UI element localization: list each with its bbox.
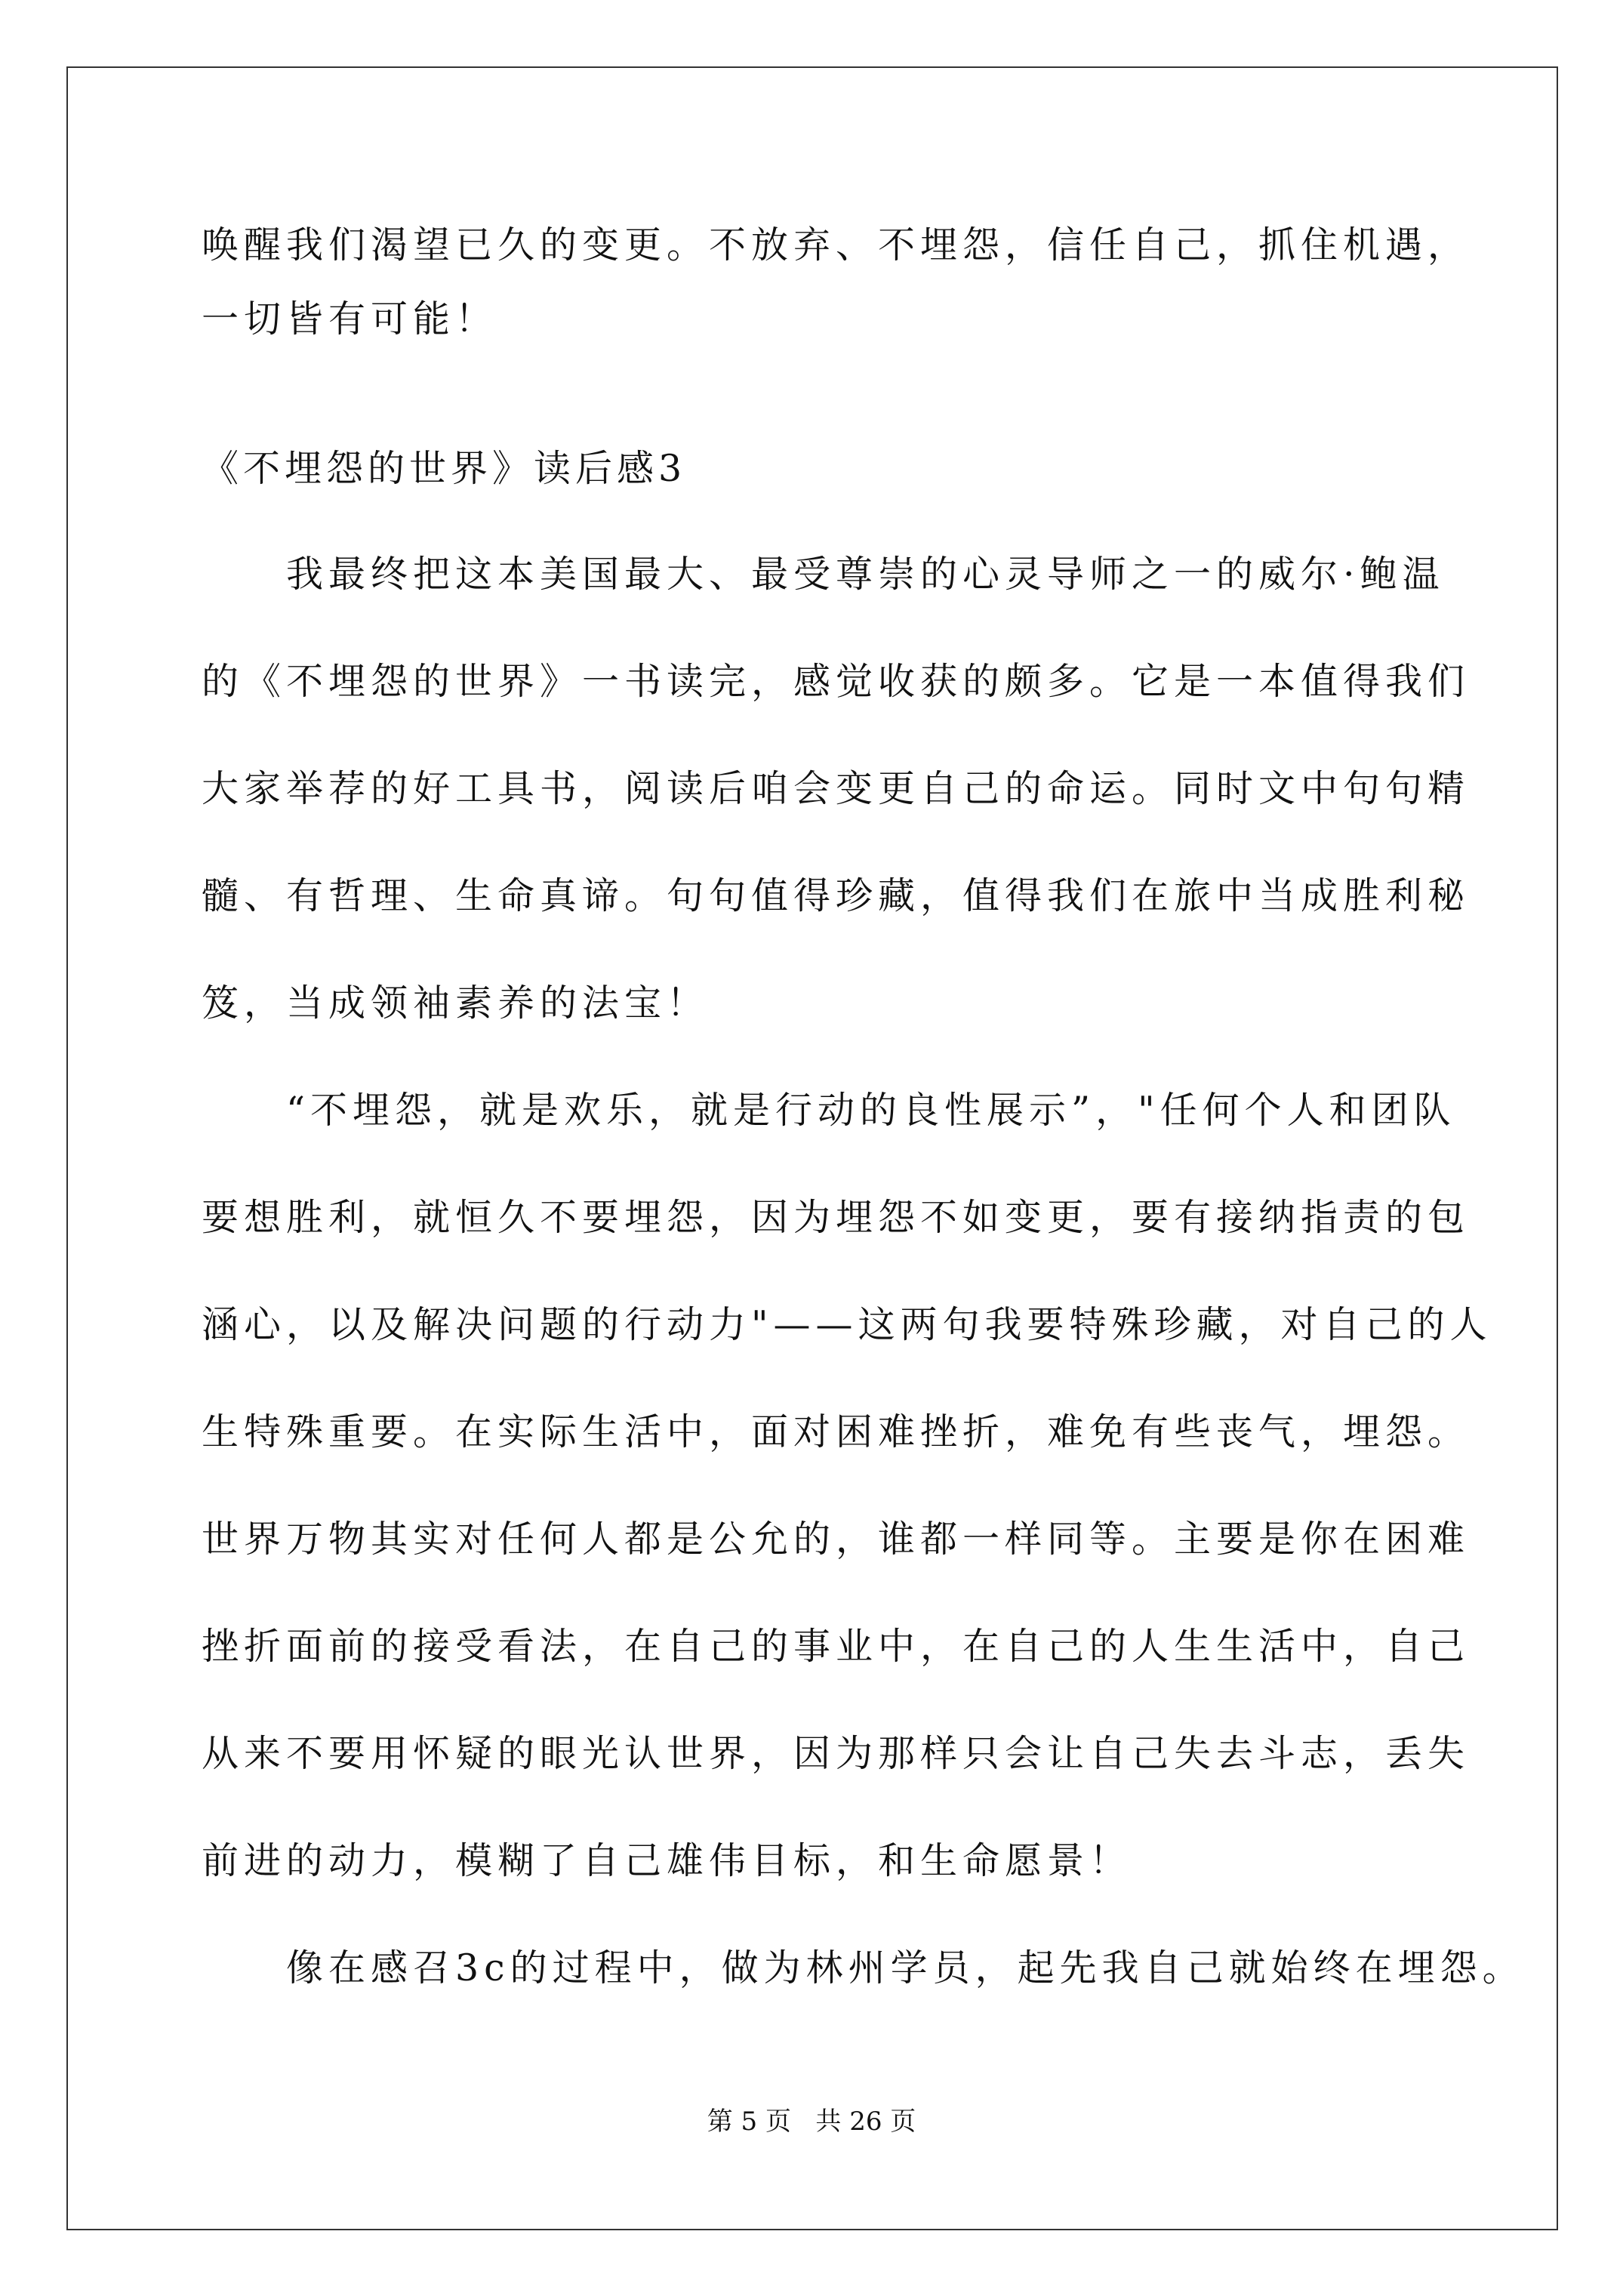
text-line: 笈，当成领袖素养的法宝！ <box>202 982 710 1025</box>
text-line: 像在感召3c的过程中，做为林州学员，起先我自己就始终在埋怨。 <box>202 1946 1525 1989</box>
text-line: 髓、有哲理、生命真谛。句句值得珍藏，值得我们在旅中当成胜利秘 <box>202 874 1471 917</box>
text-line: 我最终把这本美国最大、最受尊崇的心灵导师之一的威尔·鲍温 <box>202 553 1445 596</box>
text-line: 的《不埋怨的世界》一书读完，感觉收获的颇多。它是一本值得我们 <box>202 660 1471 703</box>
text-line: 挫折面前的接受看法，在自己的事业中，在自己的人生生活中，自己 <box>202 1625 1471 1668</box>
text-line: 要想胜利，就恒久不要埋怨，因为埋怨不如变更，要有接纳指责的包 <box>202 1196 1471 1239</box>
text-line: 唤醒我们渴望已久的变更。不放弃、不埋怨，信任自己，抓住机遇， <box>202 223 1471 267</box>
text-line: 世界万物其实对任何人都是公允的，谁都一样同等。主要是你在困难 <box>202 1518 1471 1561</box>
text-line: 生特殊重要。在实际生活中，面对困难挫折，难免有些丧气，埋怨。 <box>202 1410 1471 1453</box>
text-line: 前进的动力，模糊了自己雄伟目标，和生命愿景！ <box>202 1839 1132 1882</box>
text-line: 从来不要用怀疑的眼光认世界，因为那样只会让自己失去斗志，丢失 <box>202 1732 1471 1775</box>
text-line: 大家举荐的好工具书，阅读后咱会变更自己的命运。同时文中句句精 <box>202 767 1471 810</box>
text-line: 一切皆有可能！ <box>202 297 498 341</box>
text-line: 涵心，以及解决问题的行动力"——这两句我要特殊珍藏，对自己的人 <box>202 1303 1492 1346</box>
text-line: “不埋怨，就是欢乐，就是行动的良性展示”，"任何个人和团队 <box>202 1089 1456 1132</box>
section-heading: 《不埋怨的世界》读后感3 <box>202 447 687 490</box>
page-frame <box>66 66 1558 2230</box>
page-number-footer: 第 5 页 共 26 页 <box>707 2106 916 2137</box>
